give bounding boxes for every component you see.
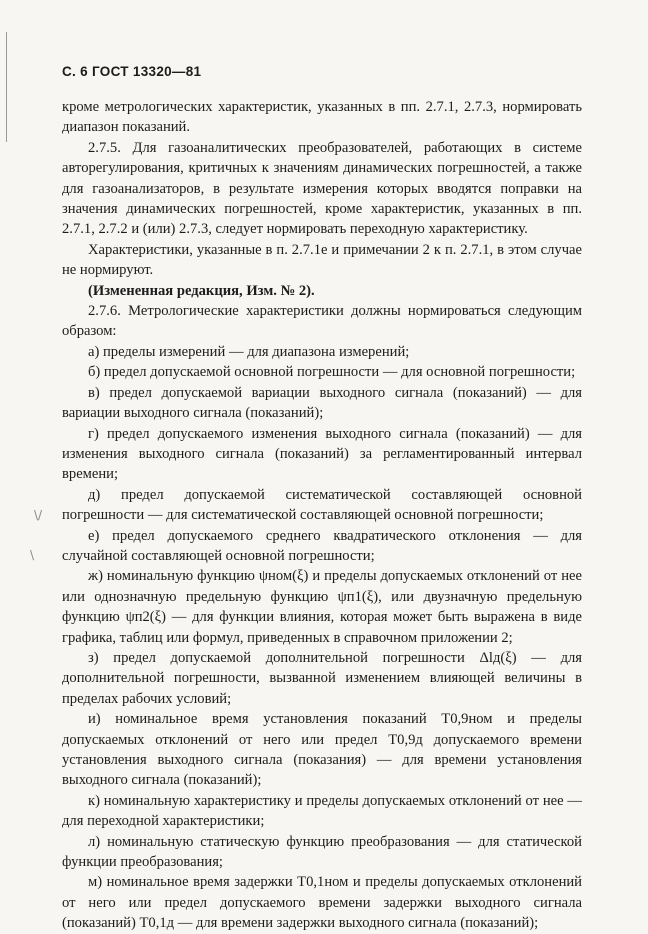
list-item: е) предел допускаемого среднего квадратического отклонения — для случайной составляющей основной погрешности;: [62, 527, 582, 564]
list-item: в) предел допускаемой вариации выходного сигнала (показаний) — для вариации выходного сигнала (показаний);: [62, 384, 582, 422]
list-item: л) номинальную статическую функцию преобразования — для статической функции преобразования;: [62, 833, 582, 871]
amendment-note: (Измененная редакция, Изм. № 2).: [88, 282, 315, 299]
list-item: г) предел допускаемого изменения выходного сигнала (показаний) — для изменения выходного сигнала (показаний) за регламентированный интервал времени;: [62, 425, 582, 483]
margin-mark-2: \: [30, 548, 35, 562]
list-item: к) номинальную характеристику и пределы допускаемых отклонений от нее — для переходной характеристики;: [62, 792, 582, 830]
paragraph: 2.7.6. Метрологические характеристики должны нормироваться следующим образом:: [62, 303, 582, 340]
list-item: м) номинальное время задержки T0,1ном и пределы допускаемых отклонений от него или предел допускаемого времени задержки выходного сигнала (показаний) T0,1д — для времени задержки выходного сигнала (показаний);: [62, 874, 582, 932]
paragraph: Характеристики, указанные в п. 2.7.1е и примечании 2 к п. 2.7.1, в этом случае не нормируют.: [62, 241, 582, 279]
list-item: а) пределы измерений — для диапазона измерений;: [88, 343, 410, 360]
list-item: б) предел допускаемой основной погрешности — для основной погрешности;: [88, 364, 576, 381]
document-body: [62, 97, 582, 934]
paragraph: кроме метрологических характеристик, указанных в пп. 2.7.1, 2.7.3, нормировать диапазон показаний.: [62, 99, 582, 136]
page-header: С. 6 ГОСТ 13320—81: [62, 64, 202, 79]
list-item: ж) номинальную функцию ψном(ξ) и пределы допускаемых отклонений от нее или однозначную предельную функцию ψп1(ξ), или двузначную предельную функцию ψп2(ξ) — для функции влияния, которая может быть выражена в виде графика, таблиц или формул, приведенных в справочном приложении 2;: [62, 568, 582, 646]
margin-mark-1: \/: [34, 508, 43, 522]
paragraph: 2.7.5. Для газоаналитических преобразователей, работающих в системе авторегулирования, критичных к значениям динамических погрешностей, а также для газоанализаторов, в результате измерения которых вводятся поправки на значения динамических погрешностей, кроме характеристик, указанных в пп. 2.7.1, 2.7.2 и (или) 2.7.3, следует нормировать переходную характеристику.: [62, 139, 582, 238]
list-item: з) предел допускаемой дополнительной погрешности Δlд(ξ) — для дополнительной погрешности, вызванной изменением влияющей величины в пределах рабочих условий;: [62, 649, 582, 707]
list-item: д) предел допускаемой систематической составляющей основной погрешности — для систематической составляющей основной погрешности;: [62, 486, 582, 524]
scan-edge-line: [6, 32, 7, 142]
list-item: и) номинальное время установления показаний T0,9ном и пределы допускаемых отклонений от него или предел T0,9д допускаемого времени установления выходного сигнала (показания) — для времени установления выходного сигнала (показаний);: [62, 711, 582, 789]
